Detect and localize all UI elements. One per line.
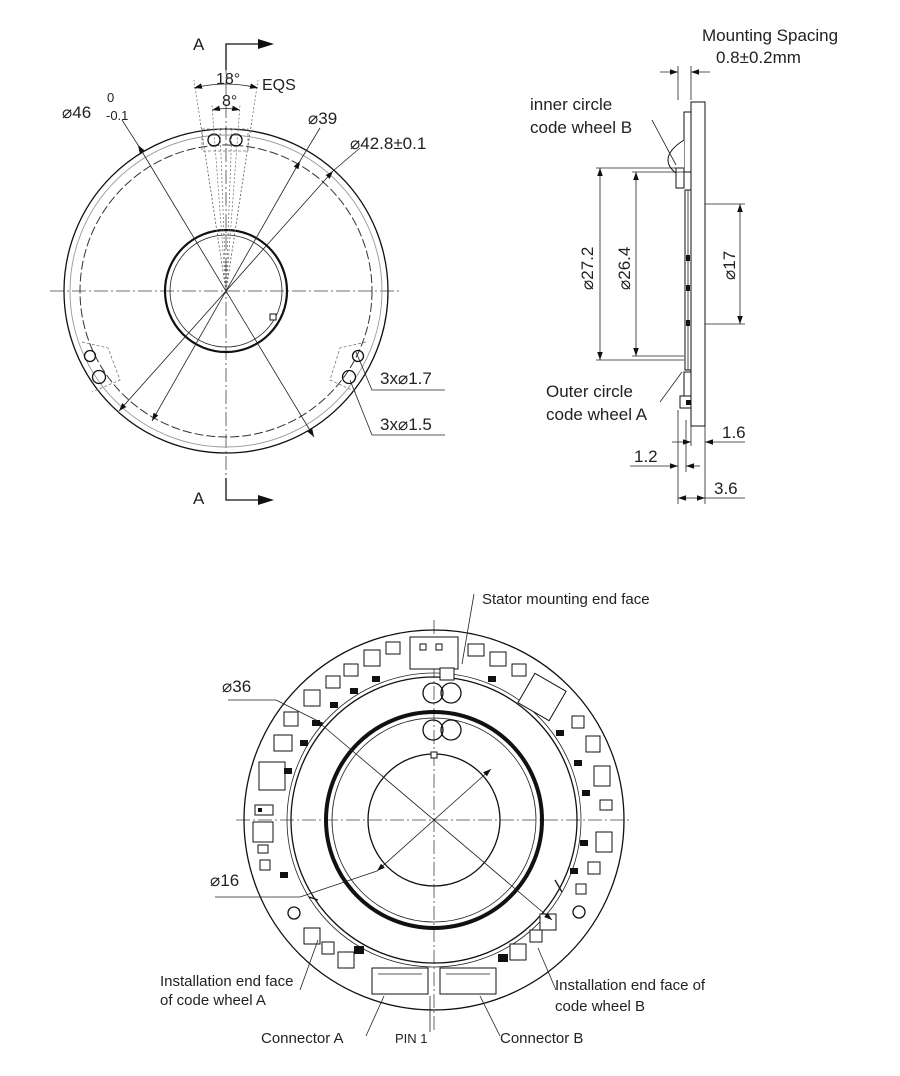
front-top-hole-right [230, 134, 242, 146]
pcb-comp-r13 [582, 790, 590, 796]
pcb-comp-b3 [338, 952, 354, 968]
dim-39-leader [300, 128, 320, 161]
pcb-comp-r9 [588, 862, 600, 874]
pcb-comp-b2 [322, 942, 334, 954]
pcb-comp-l16 [372, 676, 380, 682]
section-arrow-bottom [258, 495, 274, 505]
install-a-line1: Installation end face [160, 973, 294, 990]
dim-16-leader [300, 871, 377, 897]
connector-b-label: Connector B [500, 1030, 584, 1047]
pcb-comp-l9 [344, 664, 358, 676]
pin1-label: PIN 1 [395, 1031, 428, 1046]
pcb-optic-cap [440, 668, 454, 680]
dim-39-label: ⌀39 [308, 109, 338, 128]
front-view [50, 35, 445, 508]
pcb-comp-l18 [280, 872, 288, 878]
inner-circle-leader [652, 120, 676, 165]
outer-circle-leader [660, 372, 682, 402]
pcb-comp-b6 [530, 930, 542, 942]
dim-3-6-label: 3.6 [714, 479, 738, 498]
connector-a-label: Connector A [261, 1030, 344, 1047]
inner-circle-line1: inner circle [530, 95, 613, 114]
ray-8-right [226, 105, 240, 291]
connector-a-leader [366, 996, 384, 1036]
pcb-optic-circle-4 [441, 720, 461, 740]
dim-46-tol-upper: 0 [107, 90, 115, 105]
install-a-line2: of code wheel A [160, 992, 266, 1009]
pcb-components-left [253, 642, 400, 919]
pcb-comp-r8 [596, 832, 612, 852]
section-mark-top [226, 44, 270, 70]
pcb-comp-r16 [488, 676, 496, 682]
pcb-comp-r11 [556, 730, 564, 736]
pcb-components-right [468, 644, 612, 918]
pcb-comp-r6 [594, 766, 610, 786]
section-label-bottom: A [193, 489, 205, 508]
holes-1-5-label: 3x⌀1.5 [380, 415, 432, 434]
side-lower-block-fill [686, 400, 691, 405]
dim-1-2-label: 1.2 [634, 447, 658, 466]
pcb-hole-left [288, 907, 300, 919]
side-bump-block [676, 168, 684, 188]
front-right-hole-outline [330, 342, 366, 392]
pcb-comp-l5 [274, 735, 292, 751]
pcb-comp-r15 [570, 868, 578, 874]
pcb-comp-l6 [284, 712, 298, 726]
stator-label: Stator mounting end face [482, 591, 650, 608]
pcb-comp-l7 [304, 690, 320, 706]
dim-46-label: ⌀46 [62, 103, 92, 122]
pcb-view [160, 591, 706, 1047]
pcb-top-pad-area [410, 637, 458, 669]
dim-16-label: ⌀16 [210, 871, 240, 890]
pcb-comp-r10 [576, 884, 586, 894]
pcb-comp-l1 [255, 805, 273, 815]
pcb-connector-a [372, 968, 428, 994]
pcb-comp-l14 [330, 702, 338, 708]
side-mark-3 [686, 320, 690, 326]
pcb-comp-l15 [350, 688, 358, 694]
eqs-label: EQS [262, 77, 296, 94]
dim-42-8-label: ⌀42.8±0.1 [350, 134, 427, 153]
pcb-comp-l1-fill [258, 808, 262, 812]
inner-circle-line2: code wheel B [530, 118, 633, 137]
ray-8-left [212, 105, 226, 291]
angle-8-label: 8° [222, 93, 238, 110]
ray-extra-4 [226, 128, 232, 291]
pcb-comp-l4 [260, 860, 270, 870]
section-arrow-top [258, 39, 274, 49]
pcb-comp-r4 [572, 716, 584, 728]
install-b-leader [538, 948, 556, 990]
pcb-comp-r14 [580, 840, 588, 846]
pcb-top-pad-2 [436, 644, 442, 650]
outer-circle-line1: Outer circle [546, 382, 633, 401]
section-label-top: A [193, 35, 205, 54]
dim-27-2-label: ⌀27.2 [578, 246, 597, 290]
pcb-comp-l2 [253, 822, 273, 842]
dim-46-tol-lower: -0.1 [106, 108, 129, 123]
ray-extra-3 [220, 128, 226, 291]
pcb-comp-l13 [312, 720, 320, 726]
pcb-comp-l10 [364, 650, 380, 666]
dim-26-4-label: ⌀26.4 [615, 246, 634, 290]
outer-circle-line2: code wheel A [546, 405, 648, 424]
pcb-comp-b4 [354, 946, 364, 954]
pcb-optic-circle-3 [423, 720, 443, 740]
pcb-comp-b5 [510, 944, 526, 960]
dim-17-label: ⌀17 [720, 250, 739, 280]
pcb-comp-l11 [386, 642, 400, 654]
pcb-comp-r5 [586, 736, 600, 752]
pcb-ic-left [259, 762, 285, 790]
install-a-leader [300, 940, 318, 990]
pcb-comp-l12 [300, 740, 308, 746]
side-mark-1 [686, 255, 690, 261]
pcb-top-pad-1 [420, 644, 426, 650]
front-left-hole-1 [85, 351, 96, 362]
install-b-line1: Installation end face of [555, 977, 706, 994]
pcb-connector-b [440, 968, 496, 994]
holes-1-7-label: 3x⌀1.7 [380, 369, 432, 388]
pcb-comp-b8 [498, 954, 508, 962]
pcb-comp-r2 [490, 652, 506, 666]
pcb-hole-right [573, 906, 585, 918]
install-b-line2: code wheel B [555, 998, 646, 1015]
pcb-ic-right [518, 673, 566, 720]
angle-18-label: 18° [216, 71, 241, 88]
dim-46-leader [122, 120, 138, 145]
pcb-comp-r12 [574, 760, 582, 766]
side-main-plate [691, 102, 705, 426]
mounting-spacing-value: 0.8±0.2mm [716, 48, 801, 67]
dim-36-label: ⌀36 [222, 677, 252, 696]
pcb-optic-circle-1 [423, 683, 443, 703]
front-top-hole-outline [202, 129, 248, 151]
pcb-comp-r3 [512, 664, 526, 676]
mounting-spacing-label: Mounting Spacing [702, 26, 839, 45]
pcb-optic-circle-2 [441, 683, 461, 703]
dim-1-6-label: 1.6 [722, 423, 746, 442]
side-mark-2 [686, 285, 690, 291]
pcb-bore-notch [431, 752, 437, 758]
pcb-comp-l8 [326, 676, 340, 688]
pcb-comp-l17 [284, 768, 292, 774]
pcb-comp-r7 [600, 800, 612, 810]
pcb-comp-l3 [258, 845, 268, 853]
pcb-comp-r1 [468, 644, 484, 656]
side-upper-component [684, 112, 691, 172]
side-view [530, 26, 838, 504]
front-key-notch [270, 314, 276, 320]
